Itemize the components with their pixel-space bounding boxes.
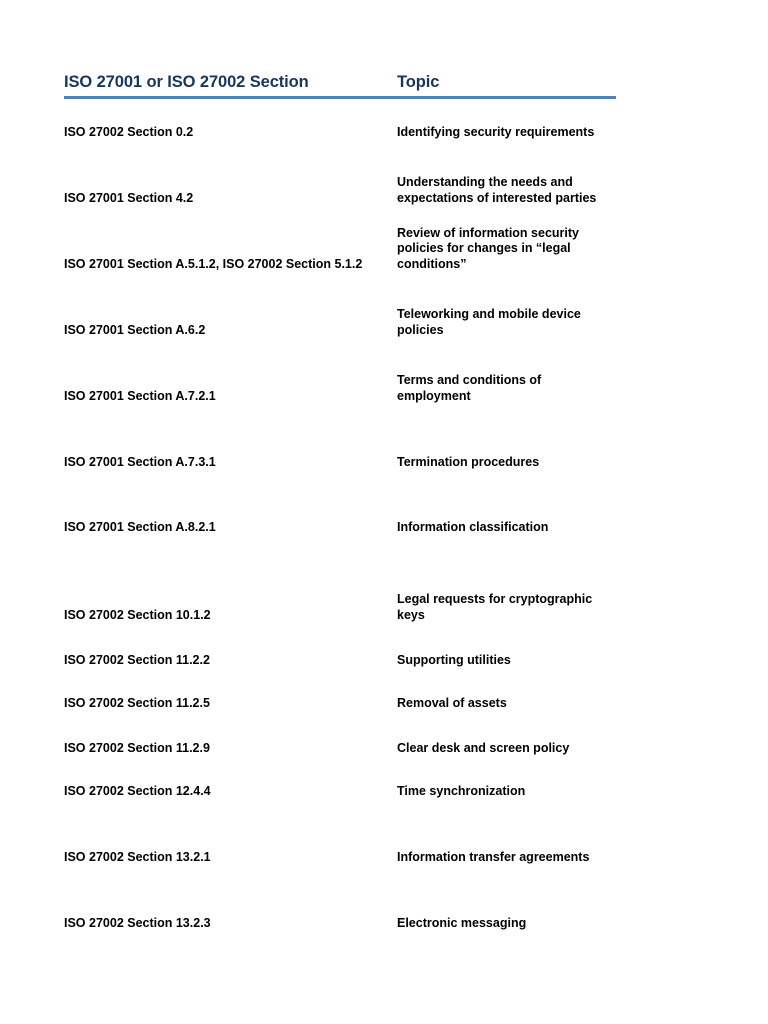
table-row [64,901,616,931]
row-topic: Supporting utilities [397,652,511,667]
table-row [64,505,616,535]
row-topic: Electronic messaging [397,915,527,930]
row-section: ISO 27001 Section A.7.3.1 [64,454,216,469]
table-row [64,835,616,865]
table-row [64,110,616,140]
row-topic: Termination procedures [397,454,540,469]
header-section: ISO 27001 or ISO 27002 Section [64,73,309,91]
header-topic: Topic [397,73,440,91]
row-topic: Information classification [397,519,549,534]
row-section: ISO 27002 Section 13.2.3 [64,915,211,930]
table-row [64,638,616,668]
row-section: ISO 27002 Section 13.2.1 [64,849,211,864]
row-section: ISO 27002 Section 10.1.2 [64,607,211,622]
table-row [64,681,616,711]
row-section: ISO 27001 Section A.7.2.1 [64,388,216,403]
row-topic: Information transfer agreements [397,849,590,864]
table-row [64,160,616,206]
row-section: ISO 27002 Section 11.2.2 [64,652,210,667]
row-topic: Review of information security policies for changes in “legal conditions” [397,225,579,271]
row-topic: Understanding the needs and expectations of interested parties [397,175,597,205]
table-row [64,575,616,623]
row-topic: Clear desk and screen policy [397,740,570,755]
row-section: ISO 27001 Section A.8.2.1 [64,519,216,534]
table-row [64,440,616,470]
row-section: ISO 27001 Section A.6.2 [64,322,206,337]
table-header [64,70,616,99]
row-section: ISO 27002 Section 11.2.9 [64,740,210,755]
table-row [64,726,616,756]
row-section: ISO 27002 Section 0.2 [64,124,194,139]
row-topic: Teleworking and mobile device policies [397,307,581,337]
row-section: ISO 27001 Section A.5.1.2, ISO 27002 Section 5.1.2 [64,256,363,271]
row-topic: Identifying security requirements [397,124,595,139]
table-row [64,769,616,799]
row-topic: Time synchronization [397,783,526,798]
row-topic: Terms and conditions of employment [397,373,542,403]
row-section: ISO 27002 Section 11.2.5 [64,695,210,710]
table-row [64,290,616,338]
row-topic: Removal of assets [397,695,507,710]
row-topic: Legal requests for cryptographic keys [397,592,593,622]
table-row [64,356,616,404]
table-row [64,210,616,272]
row-section: ISO 27002 Section 12.4.4 [64,783,211,798]
row-section: ISO 27001 Section 4.2 [64,190,194,205]
